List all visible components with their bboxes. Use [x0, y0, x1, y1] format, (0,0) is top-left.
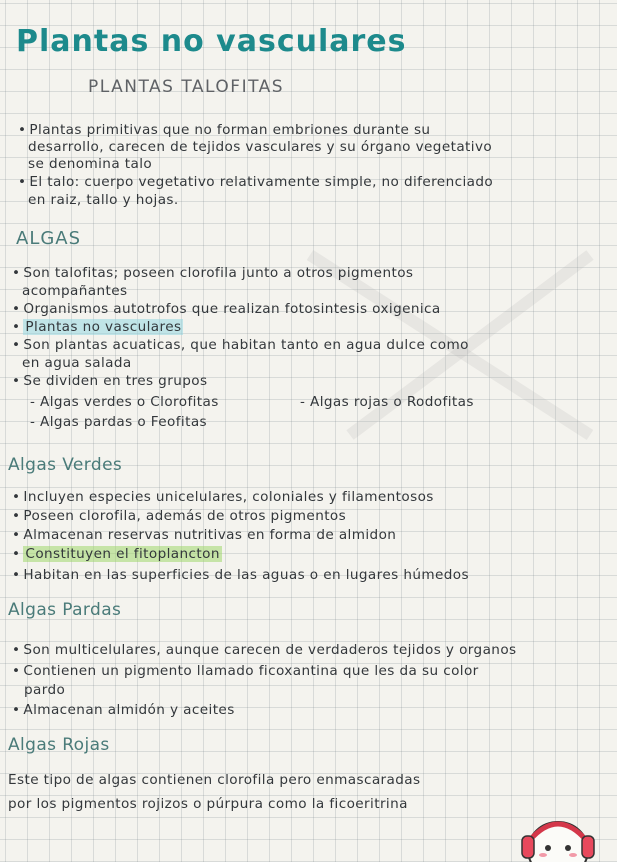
verdes-line-2: • Poseen clorofila, además de otros pigmentos [12, 507, 346, 525]
verdes-heading: Algas Verdes [8, 455, 123, 475]
algas-group-3: - Algas pardas o Feofitas [30, 414, 208, 430]
verdes-line-4 [12, 545, 222, 563]
character-sticker-icon [510, 792, 617, 862]
algas-line-7: • Se dividen en tres grupos [12, 372, 207, 390]
page-title: Plantas no vasculares [16, 24, 407, 59]
pardas-line-4: • Almacenan almidón y aceites [12, 701, 235, 719]
algas-line-3: • Organismos autotrofos que realizan fotosintesis oxigenica [12, 300, 441, 318]
algas-heading: ALGAS [16, 228, 82, 249]
algas-line-2: acompañantes [22, 283, 128, 299]
algas-line-4 [12, 318, 183, 336]
algas-line-6: en agua salada [22, 355, 132, 371]
verdes-line-3: • Almacenan reservas nutritivas en forma de almidon [12, 526, 396, 544]
algas-group-1: - Algas verdes o Clorofitas [30, 394, 219, 410]
intro-line-4: • El talo: cuerpo vegetativo relativamente simple, no diferenciado [18, 173, 493, 191]
verdes-line-5: • Habitan en las superficies de las aguas o en lugares húmedos [12, 566, 469, 584]
verdes-line-4-text: Constituyen el fitoplancton [25, 546, 220, 562]
verdes-line-1: • Incluyen especies unicelulares, coloniales y filamentosos [12, 488, 434, 506]
pardas-heading: Algas Pardas [8, 600, 122, 620]
algas-group-2: - Algas rojas o Rodofitas [300, 394, 474, 410]
rojas-heading: Algas Rojas [8, 735, 110, 755]
rojas-line-1: Este tipo de algas contienen clorofila pero enmascaradas [8, 772, 421, 788]
intro-line-5: en raiz, tallo y hojas. [28, 192, 179, 208]
pardas-line-1: • Son multicelulares, aunque carecen de verdaderos tejidos y organos [12, 641, 517, 659]
intro-line-1: • Plantas primitivas que no forman embriones durante su [18, 121, 430, 139]
page-subtitle: PLANTAS TALOFITAS [88, 77, 285, 97]
intro-line-2: desarrollo, carecen de tejidos vasculares y su órgano vegetativo [28, 139, 493, 155]
algas-line-5: • Son plantas acuaticas, que habitan tanto en agua dulce como [12, 336, 469, 354]
rojas-line-2: por los pigmentos rojizos o púrpura como la ficoeritrina [8, 796, 408, 812]
algas-line-1: • Son talofitas; poseen clorofila junto a otros pigmentos [12, 264, 413, 282]
algas-line-4-text: Plantas no vasculares [25, 319, 182, 335]
pardas-line-3: pardo [24, 682, 66, 698]
pardas-line-2: • Contienen un pigmento llamado ficoxantina que les da su color [12, 662, 479, 680]
intro-line-3: se denomina talo [28, 156, 153, 172]
